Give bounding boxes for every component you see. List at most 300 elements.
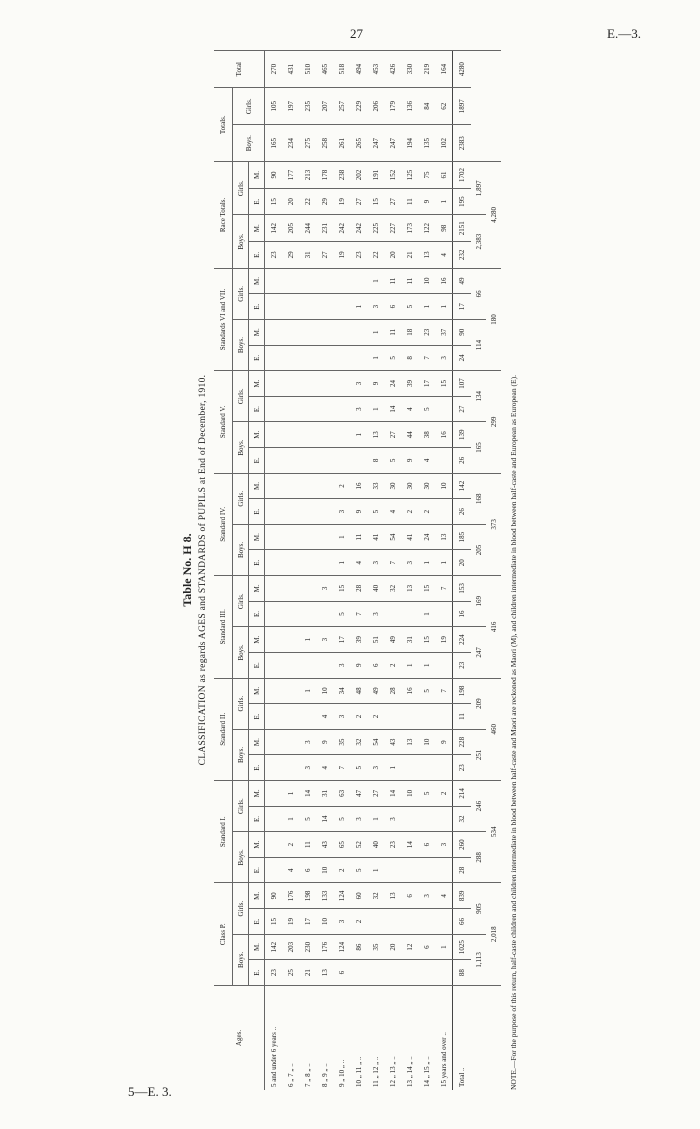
group-header: Standard II.	[214, 678, 233, 780]
cell: 3	[435, 832, 453, 858]
race-m-header: M.	[249, 162, 265, 189]
table-row	[350, 51, 367, 1091]
cell: 261	[333, 125, 350, 162]
cell: 4	[316, 755, 333, 781]
cell: 54	[367, 729, 384, 755]
cell: 27	[367, 781, 384, 807]
subtotal-boys: 2,383	[471, 215, 486, 268]
page-ref: E.—3.	[607, 26, 641, 41]
cell	[265, 294, 283, 320]
table-note: NOTE.—For the purpose of this return, half-caste children and children intermediate in blood between half-caste and Maori are reckoned as Maori (M), and children intermediate in blood between half-caste and European as European (E).	[509, 375, 518, 1090]
cell	[265, 473, 283, 499]
cell	[316, 524, 333, 550]
cell	[265, 729, 283, 755]
cell: 90	[265, 883, 283, 909]
girls-header: Girls.	[233, 268, 249, 319]
ages-header: Ages.	[214, 985, 265, 1090]
cell: 13	[401, 729, 418, 755]
total-label: Total ..	[453, 985, 472, 1090]
cell: 1	[435, 294, 453, 320]
cell: 238	[333, 162, 350, 189]
cell: 5	[418, 678, 435, 704]
cell: 176	[282, 883, 299, 909]
cell	[384, 704, 401, 730]
subtotal-boys: 114	[471, 319, 486, 370]
cell: 11	[384, 268, 401, 294]
cell: 27	[384, 188, 401, 215]
cell: 1	[282, 806, 299, 832]
cell: 173	[401, 215, 418, 242]
cell	[299, 473, 316, 499]
cell: 6	[367, 652, 384, 678]
cell: 23	[350, 242, 367, 269]
total-cell: 26	[453, 499, 472, 525]
total-cell: 88	[453, 960, 472, 986]
cell: 5	[350, 857, 367, 883]
cell	[265, 524, 283, 550]
page-number: 27	[350, 26, 363, 41]
cell	[265, 499, 283, 525]
cell: 19	[435, 627, 453, 653]
cell: 19	[282, 909, 299, 935]
cell: 35	[367, 934, 384, 960]
boys-header: Boys.	[233, 832, 249, 883]
cell: 54	[384, 524, 401, 550]
cell	[282, 294, 299, 320]
boys-header: Boys.	[233, 524, 249, 575]
age-label: 14 „ 15 „ ..	[418, 985, 435, 1090]
race-m-header: M.	[249, 268, 265, 294]
cell: 10	[316, 857, 333, 883]
cell: 270	[265, 51, 283, 88]
cell: 32	[350, 729, 367, 755]
girls-header: Girls.	[233, 576, 249, 627]
total-cell: 185	[453, 524, 472, 550]
grand-total: 460	[486, 678, 501, 780]
cell	[333, 319, 350, 345]
cell: 426	[384, 51, 401, 88]
cell	[265, 678, 283, 704]
race-m-header: M.	[249, 781, 265, 807]
cell: 39	[401, 371, 418, 397]
cell	[265, 422, 283, 448]
cell: 40	[367, 832, 384, 858]
cell: 22	[367, 242, 384, 269]
cell: 20	[384, 242, 401, 269]
cell: 27	[316, 242, 333, 269]
cell	[282, 729, 299, 755]
race-e-header: E.	[249, 188, 265, 215]
cell: 465	[316, 51, 333, 88]
race-e-header: E.	[249, 806, 265, 832]
cell: 142	[265, 215, 283, 242]
total-cell: 260	[453, 832, 472, 858]
age-label: 13 „ 14 „ ..	[401, 985, 418, 1090]
cell	[333, 268, 350, 294]
cell	[435, 704, 453, 730]
cell: 15	[418, 627, 435, 653]
cell: 510	[299, 51, 316, 88]
cell: 13	[316, 960, 333, 986]
cell: 11	[401, 188, 418, 215]
boys-header: Boys.	[233, 422, 249, 473]
cell	[435, 806, 453, 832]
cell: 49	[384, 627, 401, 653]
cell	[299, 601, 316, 627]
cell: 4	[435, 883, 453, 909]
race-m-header: M.	[249, 524, 265, 550]
cell: 14	[299, 781, 316, 807]
cell	[265, 319, 283, 345]
cell: 13	[367, 422, 384, 448]
subtotal-boys: 205	[471, 524, 486, 575]
cell: 14	[384, 396, 401, 422]
cell	[418, 806, 435, 832]
total-cell: 1897	[453, 88, 472, 125]
cell: 203	[282, 934, 299, 960]
cell: 431	[282, 51, 299, 88]
cell: 13	[401, 576, 418, 602]
cell: 3	[401, 550, 418, 576]
cell: 17	[333, 627, 350, 653]
boys-header: Boys.	[233, 729, 249, 780]
cell: 41	[401, 524, 418, 550]
cell: 4	[384, 499, 401, 525]
group-header: Standards VI and VII.	[214, 268, 233, 370]
cell: 27	[384, 422, 401, 448]
cell: 9	[435, 729, 453, 755]
cell: 3	[350, 371, 367, 397]
total-cell: 2383	[453, 125, 472, 162]
cell: 219	[418, 51, 435, 88]
cell	[401, 755, 418, 781]
cell: 7	[333, 755, 350, 781]
total-cell: 24	[453, 345, 472, 371]
cell: 247	[384, 125, 401, 162]
cell: 10	[418, 268, 435, 294]
cell: 206	[367, 88, 384, 125]
cell: 1	[384, 755, 401, 781]
cell: 30	[384, 473, 401, 499]
table-row	[418, 51, 435, 1091]
total-cell: 153	[453, 576, 472, 602]
cell: 1	[282, 781, 299, 807]
cell	[282, 371, 299, 397]
cell	[282, 576, 299, 602]
cell: 38	[418, 422, 435, 448]
cell: 44	[401, 422, 418, 448]
cell: 494	[350, 51, 367, 88]
cell: 5	[384, 345, 401, 371]
cell	[435, 499, 453, 525]
cell	[265, 448, 283, 474]
boys-header: Boys.	[233, 319, 249, 370]
cell: 43	[384, 729, 401, 755]
race-e-header: E.	[249, 345, 265, 371]
cell: 7	[384, 550, 401, 576]
cell: 75	[418, 162, 435, 189]
cell: 3	[350, 806, 367, 832]
cell: 15	[367, 188, 384, 215]
cell: 98	[435, 215, 453, 242]
totals-header: Totals.	[214, 88, 233, 162]
cell	[299, 371, 316, 397]
table-row	[282, 51, 299, 1091]
cell	[299, 268, 316, 294]
cell: 235	[299, 88, 316, 125]
cell: 5	[333, 806, 350, 832]
cell: 6	[333, 960, 350, 986]
cell: 86	[350, 934, 367, 960]
race-e-header: E.	[249, 857, 265, 883]
cell: 62	[435, 88, 453, 125]
cell: 3	[333, 704, 350, 730]
boys-header: Boys.	[233, 215, 249, 268]
cell: 453	[367, 51, 384, 88]
cell: 3	[367, 294, 384, 320]
total-cell: 2151	[453, 215, 472, 242]
subtotal-boys: 247	[471, 627, 486, 678]
subtotal-girls: 134	[471, 371, 486, 422]
cell: 30	[418, 473, 435, 499]
cell: 2	[350, 909, 367, 935]
race-e-header: E.	[249, 755, 265, 781]
cell	[282, 422, 299, 448]
cell: 23	[265, 242, 283, 269]
cell: 10	[316, 909, 333, 935]
cell	[384, 857, 401, 883]
total-cell: 27	[453, 396, 472, 422]
total-cell: 1702	[453, 162, 472, 189]
subtotal-girls: 1,897	[471, 162, 486, 215]
cell	[299, 524, 316, 550]
cell	[316, 550, 333, 576]
cell: 7	[435, 576, 453, 602]
cell: 275	[299, 125, 316, 162]
cell: 1	[367, 806, 384, 832]
total-cell: 224	[453, 627, 472, 653]
race-m-header: M.	[249, 627, 265, 653]
table-row	[367, 51, 384, 1091]
subtotal-girls: 169	[471, 576, 486, 627]
cell	[299, 396, 316, 422]
cell: 24	[384, 371, 401, 397]
cell	[333, 345, 350, 371]
cell: 39	[350, 627, 367, 653]
cell	[282, 448, 299, 474]
cell: 48	[350, 678, 367, 704]
cell	[418, 857, 435, 883]
cell: 258	[316, 125, 333, 162]
cell	[299, 704, 316, 730]
cell	[333, 294, 350, 320]
cell: 177	[282, 162, 299, 189]
cell: 152	[384, 162, 401, 189]
cell	[435, 396, 453, 422]
cell: 4	[418, 448, 435, 474]
cell: 1	[435, 550, 453, 576]
subtotal-boys: 1,113	[471, 934, 486, 985]
cell	[418, 909, 435, 935]
girls-header: Girls.	[233, 371, 249, 422]
cell: 2	[350, 704, 367, 730]
cell: 3	[333, 652, 350, 678]
cell: 11	[384, 319, 401, 345]
cell: 1	[350, 294, 367, 320]
cell	[282, 319, 299, 345]
cell: 2	[401, 499, 418, 525]
cell	[316, 345, 333, 371]
race-m-header: M.	[249, 576, 265, 602]
cell: 9	[350, 499, 367, 525]
cell: 11	[401, 268, 418, 294]
cell: 102	[435, 125, 453, 162]
total-cell: 66	[453, 909, 472, 935]
age-label: 10 „ 11 „ ..	[350, 985, 367, 1090]
cell: 142	[265, 934, 283, 960]
cell: 19	[333, 188, 350, 215]
cell	[299, 652, 316, 678]
cell	[316, 473, 333, 499]
cell: 13	[435, 524, 453, 550]
cell	[265, 857, 283, 883]
cell: 51	[367, 627, 384, 653]
cell: 17	[299, 909, 316, 935]
cell: 4	[435, 242, 453, 269]
cell	[299, 345, 316, 371]
cell: 15	[265, 909, 283, 935]
girls-header: Girls.	[233, 883, 249, 934]
cell: 16	[435, 268, 453, 294]
cell: 1	[367, 345, 384, 371]
cell: 242	[333, 215, 350, 242]
cell: 136	[401, 88, 418, 125]
cell: 227	[384, 215, 401, 242]
cell: 1	[333, 550, 350, 576]
cell: 49	[367, 678, 384, 704]
cell	[265, 550, 283, 576]
group-header: Class P.	[214, 883, 233, 985]
cell: 31	[299, 242, 316, 269]
subtotal-girls: 66	[471, 268, 486, 319]
cell: 32	[367, 883, 384, 909]
total-cell: 28	[453, 857, 472, 883]
cell	[282, 473, 299, 499]
cell: 20	[282, 188, 299, 215]
cell: 14	[316, 806, 333, 832]
age-label: 5 and under 6 years ..	[265, 985, 283, 1090]
race-m-header: M.	[249, 729, 265, 755]
group-header: Standard I.	[214, 781, 233, 883]
cell: 4	[282, 857, 299, 883]
cell: 84	[418, 88, 435, 125]
cell: 23	[384, 832, 401, 858]
cell: 3	[418, 883, 435, 909]
cell: 191	[367, 162, 384, 189]
cell: 29	[282, 242, 299, 269]
cell: 24	[418, 524, 435, 550]
cell	[316, 319, 333, 345]
subtotal-girls: 168	[471, 473, 486, 524]
race-e-header: E.	[249, 242, 265, 269]
cell	[282, 627, 299, 653]
cell: 63	[333, 781, 350, 807]
subtotal-boys: 251	[471, 729, 486, 780]
boys-header: Boys.	[233, 627, 249, 678]
cell: 32	[384, 576, 401, 602]
cell: 10	[316, 678, 333, 704]
cell: 125	[401, 162, 418, 189]
cell	[265, 806, 283, 832]
girls-header: Girls.	[233, 162, 249, 215]
cell	[316, 268, 333, 294]
cell: 5	[384, 448, 401, 474]
table-row	[401, 51, 418, 1091]
cell: 265	[350, 125, 367, 162]
cell	[282, 499, 299, 525]
race-e-header: E.	[249, 550, 265, 576]
cell: 15	[418, 576, 435, 602]
total-cell: 49	[453, 268, 472, 294]
cell: 3	[367, 755, 384, 781]
cell: 9	[350, 652, 367, 678]
race-e-header: E.	[249, 396, 265, 422]
grand-total: 4,280	[486, 162, 501, 269]
spacer	[486, 51, 501, 162]
total-cell: 228	[453, 729, 472, 755]
cell: 257	[333, 88, 350, 125]
cell	[316, 396, 333, 422]
cell: 1	[367, 396, 384, 422]
cell: 105	[265, 88, 283, 125]
total-cell: 32	[453, 806, 472, 832]
cell	[282, 345, 299, 371]
subtotal-girls: 905	[471, 883, 486, 934]
total-col-header: Total	[214, 51, 265, 88]
cell: 229	[350, 88, 367, 125]
group-header: Standard V.	[214, 371, 233, 473]
group-header: Race Totals.	[214, 162, 233, 269]
subtotal-row	[471, 51, 486, 1091]
cell: 9	[401, 448, 418, 474]
cell: 6	[401, 883, 418, 909]
cell: 21	[299, 960, 316, 986]
cell	[282, 550, 299, 576]
race-m-header: M.	[249, 215, 265, 242]
cell: 7	[418, 345, 435, 371]
cell: 7	[435, 678, 453, 704]
cell: 1	[350, 422, 367, 448]
cell	[350, 268, 367, 294]
cell: 15	[333, 576, 350, 602]
cell: 179	[384, 88, 401, 125]
cell: 122	[418, 215, 435, 242]
cell: 1	[367, 857, 384, 883]
cell	[350, 448, 367, 474]
cell: 14	[384, 781, 401, 807]
cell: 3	[316, 576, 333, 602]
cell	[316, 448, 333, 474]
cell: 2	[282, 832, 299, 858]
total-cell: 1025	[453, 934, 472, 960]
subtotal-girls: 209	[471, 678, 486, 729]
cell: 35	[333, 729, 350, 755]
cell	[316, 294, 333, 320]
cell: 8	[401, 345, 418, 371]
cell: 2	[367, 704, 384, 730]
cell	[299, 294, 316, 320]
cell: 27	[350, 188, 367, 215]
